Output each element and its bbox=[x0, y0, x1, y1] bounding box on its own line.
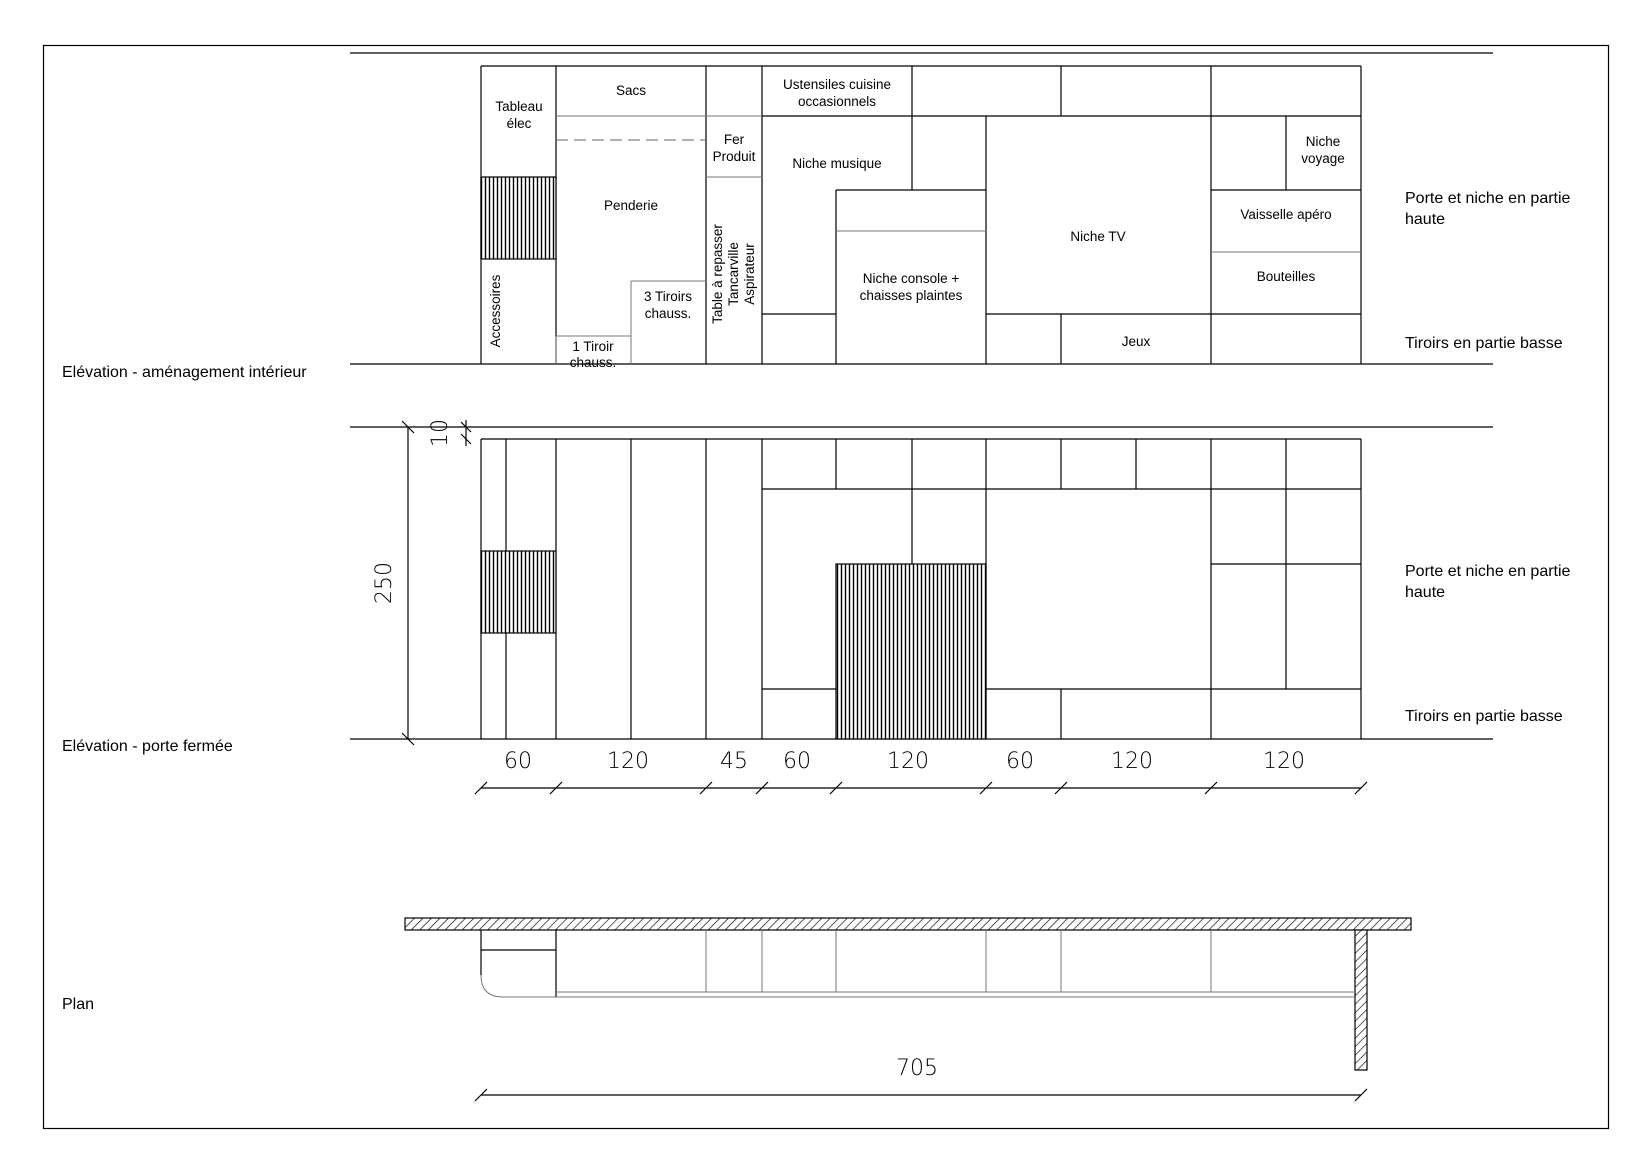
dim-total: 705 bbox=[896, 1056, 938, 1081]
hatch-panel-left bbox=[481, 551, 556, 633]
closed-elevation bbox=[62, 419, 1571, 794]
width-dimension-chain bbox=[475, 749, 1367, 794]
dim-width-7: 120 bbox=[1111, 749, 1153, 774]
label-vaisselle: Vaisselle apéro bbox=[1240, 207, 1332, 222]
dim-width-1: 60 bbox=[504, 749, 532, 774]
wall-hatch-vertical bbox=[1355, 930, 1367, 1070]
label-musique: Niche musique bbox=[792, 156, 882, 171]
label-tv: Niche TV bbox=[1070, 229, 1126, 244]
label-jeux: Jeux bbox=[1121, 334, 1151, 349]
title-plan: Plan bbox=[62, 996, 95, 1013]
label-ustensiles: Ustensiles cuisine occasionnels bbox=[782, 77, 892, 109]
label-table: Table à repasserTancarvilleAspirateur bbox=[710, 224, 757, 324]
dim-width-5: 120 bbox=[887, 749, 929, 774]
title-closed: Elévation - porte fermée bbox=[62, 738, 233, 755]
zone-upper-1: Porte et niche en partie haute bbox=[1405, 190, 1571, 228]
label-tiroir1: 1 Tiroir chauss. bbox=[569, 339, 617, 370]
dim-height: 250 bbox=[372, 562, 397, 604]
zone-lower-1: Tiroirs en partie basse bbox=[1405, 335, 1563, 352]
sheet-border bbox=[44, 46, 1609, 1129]
dim-width-4: 60 bbox=[783, 749, 811, 774]
label-tiroirs3: 3 Tiroirs chauss. bbox=[643, 289, 693, 321]
dim-width-2: 120 bbox=[607, 749, 649, 774]
label-bouteilles: Bouteilles bbox=[1256, 269, 1316, 284]
zone-lower-2: Tiroirs en partie basse bbox=[1405, 708, 1563, 725]
zone-upper-2: Porte et niche en partie haute bbox=[1405, 563, 1571, 601]
label-fer: Fer Produit bbox=[712, 132, 756, 164]
interior-elevation bbox=[62, 53, 1571, 381]
label-tableau: Tableau élec bbox=[495, 99, 543, 131]
hatch-panel-interior bbox=[481, 177, 556, 259]
plan-view bbox=[62, 918, 1411, 1101]
label-console: Niche console + chaisses plaintes bbox=[859, 271, 963, 303]
dim-width-6: 60 bbox=[1006, 749, 1034, 774]
dim-top-gap: 10 bbox=[428, 419, 453, 447]
label-penderie: Penderie bbox=[603, 198, 659, 213]
wall-hatch-horizontal bbox=[405, 918, 1411, 930]
title-interior: Elévation - aménagement intérieur bbox=[62, 364, 307, 381]
dim-width-8: 120 bbox=[1263, 749, 1305, 774]
label-accessoires: Accessoires bbox=[488, 274, 503, 348]
dim-width-3: 45 bbox=[720, 749, 748, 774]
label-sacs: Sacs bbox=[615, 83, 647, 98]
hatch-panel-center bbox=[836, 564, 986, 739]
label-voyage: Niche voyage bbox=[1301, 134, 1345, 166]
